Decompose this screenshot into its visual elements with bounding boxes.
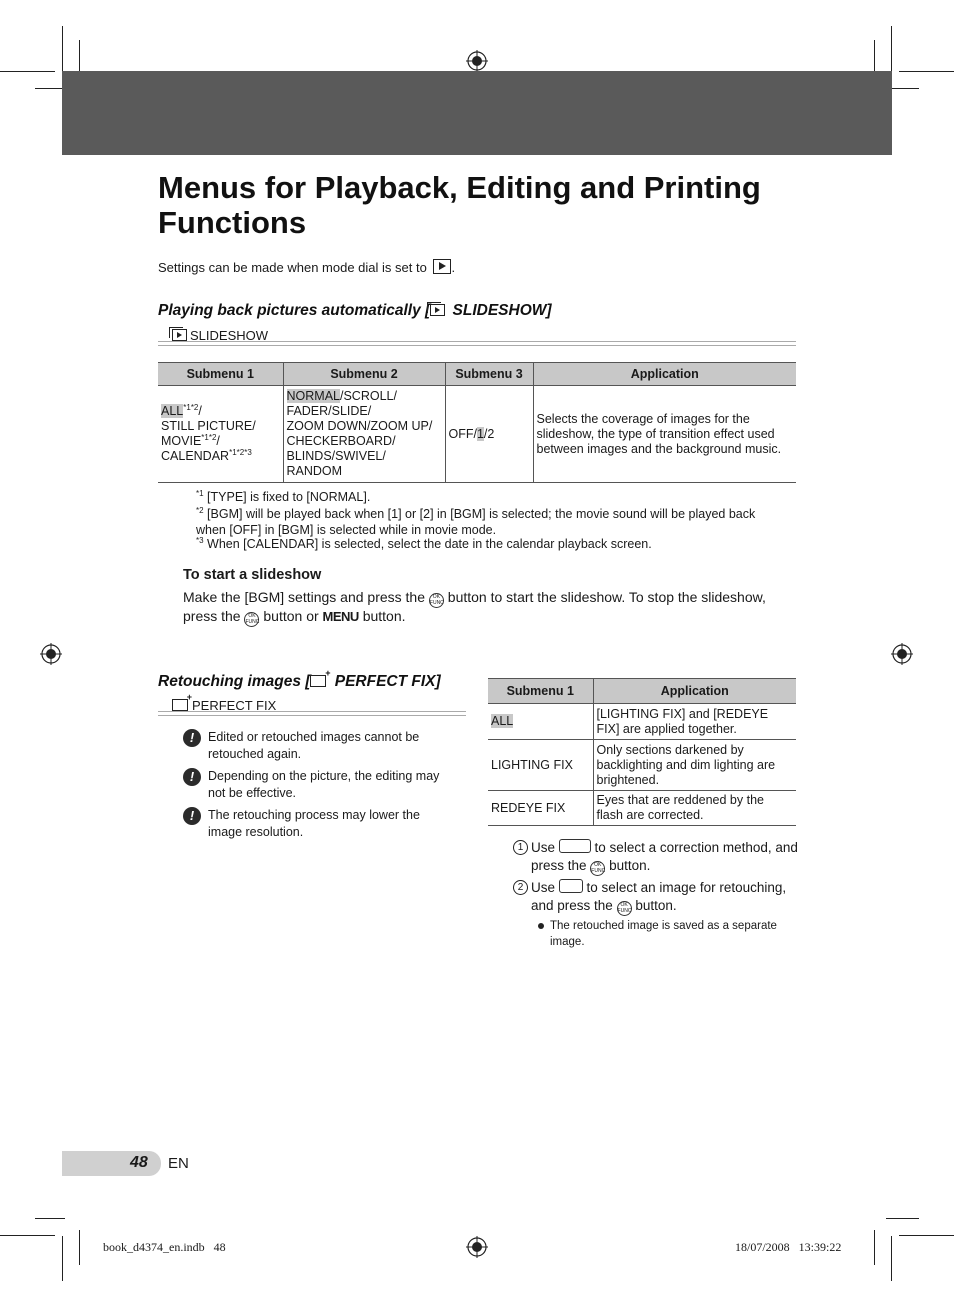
footnote-ref: *1*2 bbox=[201, 432, 217, 442]
text-part: button or bbox=[263, 608, 319, 624]
caution-text: Depending on the picture, the editing may not be effective. bbox=[208, 769, 440, 800]
table-row bbox=[488, 704, 796, 740]
table-header: Application bbox=[593, 679, 796, 704]
application-cell: [LIGHTING FIX] and [REDEYE FIX] are applied together. bbox=[593, 704, 796, 740]
option-2: /2 bbox=[483, 426, 495, 441]
table-row bbox=[158, 386, 796, 483]
perfect-fix-table bbox=[488, 678, 796, 826]
section-rule bbox=[158, 711, 466, 716]
ok-button-icon: OK FUNC bbox=[245, 613, 260, 625]
table-header: Application bbox=[533, 363, 796, 386]
option-1: 1 bbox=[476, 426, 484, 441]
slideshow-table bbox=[158, 362, 796, 483]
application-cell: Only sections darkened by backlighting and dim lighting are brightened. bbox=[593, 740, 796, 791]
text-part: button to start the slideshow. To stop the slideshow, press the bbox=[183, 589, 766, 624]
slideshow-icon bbox=[172, 329, 187, 341]
option-blinds-swivel: BLINDS/SWIVEL/ bbox=[286, 449, 386, 463]
text-part: button. bbox=[635, 897, 677, 913]
text-part: button. bbox=[362, 608, 406, 624]
registration-mark-icon bbox=[466, 1236, 488, 1258]
table-header-row bbox=[488, 679, 796, 704]
step-text bbox=[531, 879, 798, 916]
option-random: RANDOM bbox=[286, 464, 343, 478]
crop-mark bbox=[0, 71, 55, 72]
slideshow-heading-prefix: Playing back pictures automatically [ bbox=[158, 302, 431, 319]
submenu3-cell bbox=[445, 386, 533, 483]
footnote-mark: *3 bbox=[196, 535, 204, 545]
step-text bbox=[531, 839, 798, 876]
crop-mark bbox=[891, 26, 892, 71]
option-zoom: ZOOM DOWN/ZOOM UP/ bbox=[286, 419, 433, 433]
caution-icon: ! bbox=[183, 768, 201, 786]
intro-label: Settings can be made when mode dial is set to bbox=[158, 260, 427, 275]
perfect-fix-menu-text: PERFECT FIX bbox=[192, 698, 277, 713]
start-slideshow-text bbox=[183, 589, 783, 627]
registration-mark-icon bbox=[891, 643, 913, 665]
option-scroll: /SCROLL/ bbox=[339, 389, 397, 403]
page-title: Menus for Playback, Editing and Printing Functions bbox=[158, 170, 761, 240]
page-number: 48 bbox=[130, 1154, 148, 1171]
perfect-fix-icon bbox=[172, 699, 188, 711]
caution-text: Edited or retouched images cannot be retouched again. bbox=[208, 730, 420, 761]
footnote-text: [TYPE] is fixed to [NORMAL]. bbox=[207, 490, 371, 504]
up-down-arrow-icon bbox=[559, 839, 591, 853]
footnote bbox=[196, 537, 776, 553]
crop-mark bbox=[35, 1218, 65, 1219]
option-all: ALL bbox=[161, 404, 184, 418]
crop-mark bbox=[79, 1230, 80, 1265]
footnote bbox=[196, 507, 776, 538]
slideshow-icon bbox=[430, 304, 445, 316]
submenu-cell bbox=[488, 704, 593, 740]
bullet-text: The retouched image is saved as a separate image. bbox=[550, 920, 777, 948]
table-row bbox=[488, 791, 796, 826]
footnote-text: When [CALENDAR] is selected, select the date in the calendar playback screen. bbox=[207, 537, 652, 551]
table-header: Submenu 1 bbox=[158, 363, 283, 386]
slideshow-menu-text: SLIDESHOW bbox=[190, 328, 269, 343]
crop-mark bbox=[62, 26, 63, 71]
crop-mark bbox=[35, 88, 65, 89]
option-normal: NORMAL bbox=[286, 389, 340, 403]
menu-button-label: MENU bbox=[322, 609, 359, 624]
caution-text: The retouching process may lower the image resolution. bbox=[208, 808, 420, 839]
submenu1-cell bbox=[158, 386, 283, 483]
option-fader-slide: FADER/SLIDE/ bbox=[286, 404, 372, 418]
text-part: to select a correction method, and press the bbox=[531, 840, 798, 873]
header-band bbox=[62, 71, 892, 155]
perfect-fix-icon bbox=[310, 675, 326, 687]
crop-mark bbox=[62, 1236, 63, 1281]
table-header: Submenu 2 bbox=[283, 363, 445, 386]
text-part: Make the [BGM] settings and press the bbox=[183, 589, 426, 605]
crop-mark bbox=[899, 1235, 954, 1236]
language-label: EN bbox=[168, 1155, 189, 1172]
text-part: Use bbox=[531, 880, 556, 895]
crop-mark bbox=[886, 1218, 919, 1219]
intro-text bbox=[158, 259, 455, 275]
separator: / bbox=[198, 404, 202, 418]
ok-button-icon: OK FUNC bbox=[591, 861, 606, 874]
registration-mark-icon bbox=[40, 643, 62, 665]
text-part: button. bbox=[609, 857, 651, 873]
caution-note bbox=[183, 729, 453, 763]
table-header: Submenu 3 bbox=[445, 363, 533, 386]
option-off: OFF/ bbox=[448, 426, 477, 441]
option-checkerboard: CHECKERBOARD/ bbox=[286, 434, 396, 448]
submenu2-cell bbox=[283, 386, 445, 483]
footer-file: book_d4374_en.indb 48 bbox=[103, 1240, 226, 1254]
intro-end: . bbox=[451, 260, 456, 275]
application-cell: Selects the coverage of images for the slideshow, the type of transition effect used between images and the background music. bbox=[533, 386, 796, 483]
perfect-fix-heading bbox=[158, 673, 441, 691]
footnote-mark: *1 bbox=[196, 488, 204, 498]
bullet-note bbox=[538, 918, 793, 950]
left-right-arrow-icon bbox=[559, 879, 583, 893]
playback-mode-icon bbox=[433, 259, 451, 274]
caution-note bbox=[183, 807, 453, 841]
option-still-picture: STILL PICTURE/ bbox=[161, 419, 256, 433]
caution-note bbox=[183, 768, 453, 802]
option-movie: MOVIE bbox=[161, 434, 202, 448]
perfect-fix-heading-name: PERFECT FIX] bbox=[334, 673, 441, 690]
text-part: Use bbox=[531, 840, 556, 855]
table-header-row bbox=[158, 363, 796, 386]
crop-mark bbox=[0, 1235, 55, 1236]
step-1 bbox=[513, 839, 798, 876]
crop-mark bbox=[891, 1236, 892, 1281]
footnote-text: [BGM] will be played back when [1] or [2] in [BGM] is selected; the movie sound will be played back when [OFF] in [BGM] is selected while in movie mode. bbox=[196, 507, 756, 537]
slideshow-heading bbox=[158, 302, 552, 320]
footer-date: 18/07/2008 13:39:22 bbox=[735, 1240, 842, 1254]
option-calendar: CALENDAR bbox=[161, 449, 230, 463]
step-2 bbox=[513, 879, 798, 916]
slideshow-heading-name: SLIDESHOW] bbox=[452, 302, 552, 319]
option-all: ALL bbox=[491, 714, 514, 728]
crop-mark bbox=[899, 71, 954, 72]
footnote-mark: *2 bbox=[196, 505, 204, 515]
caution-icon: ! bbox=[183, 807, 201, 825]
application-cell: Eyes that are reddened by the flash are corrected. bbox=[593, 791, 796, 826]
step-number: 1 bbox=[513, 840, 528, 855]
ok-button-icon: OK FUNC bbox=[429, 594, 444, 606]
text-part: to select an image for retouching, and press the bbox=[531, 880, 787, 913]
start-slideshow-heading: To start a slideshow bbox=[183, 567, 322, 583]
table-row bbox=[488, 740, 796, 791]
separator: / bbox=[216, 434, 220, 448]
footnote-ref: *1*2 bbox=[183, 402, 199, 412]
step-number: 2 bbox=[513, 880, 528, 895]
registration-mark-icon bbox=[466, 50, 488, 72]
crop-mark bbox=[874, 1230, 875, 1265]
bullet-icon bbox=[538, 923, 544, 929]
footnote-ref: *1*2*3 bbox=[229, 447, 252, 457]
submenu-cell: REDEYE FIX bbox=[488, 791, 593, 826]
table-header: Submenu 1 bbox=[488, 679, 593, 704]
submenu-cell: LIGHTING FIX bbox=[488, 740, 593, 791]
ok-button-icon: OK FUNC bbox=[617, 901, 632, 914]
perfect-fix-heading-prefix: Retouching images [ bbox=[158, 673, 311, 690]
footnote bbox=[196, 490, 776, 506]
caution-icon: ! bbox=[183, 729, 201, 747]
section-rule bbox=[158, 341, 796, 346]
